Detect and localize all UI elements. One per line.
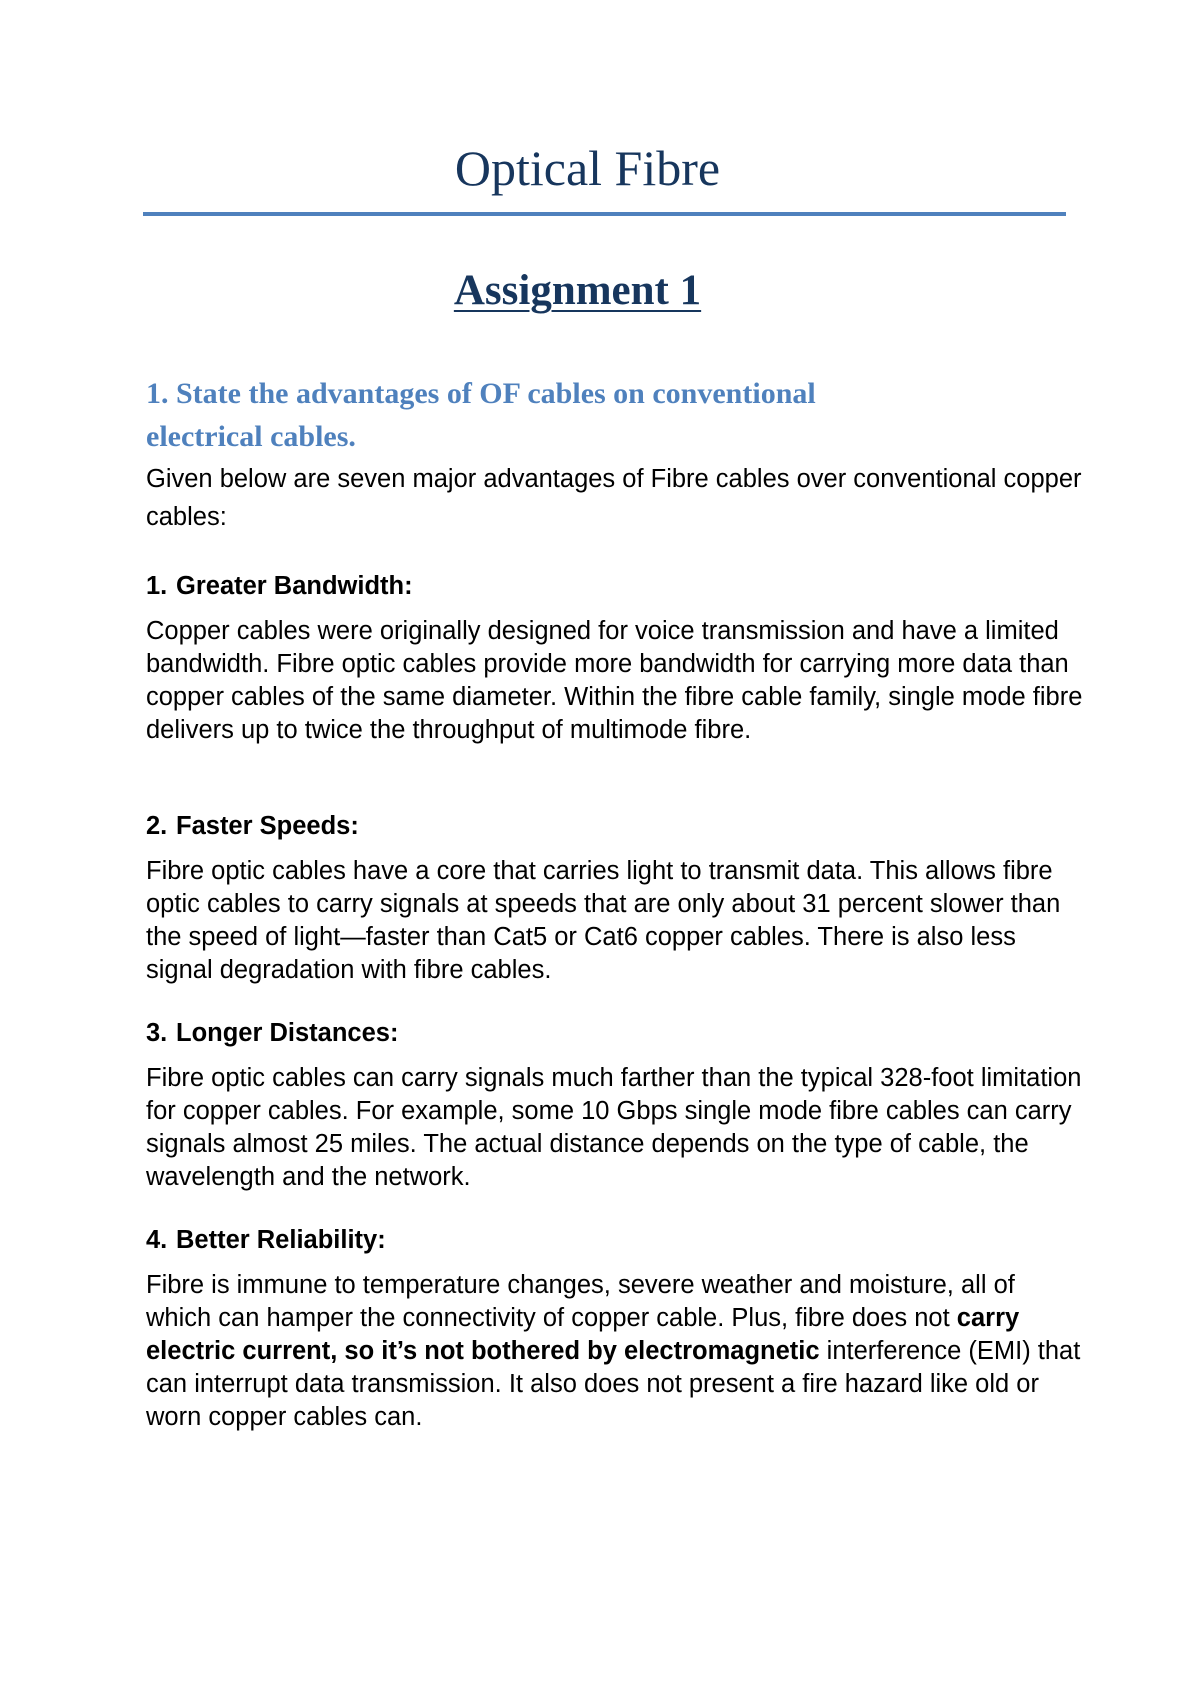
item-heading-better-reliability bbox=[146, 1224, 1086, 1256]
item-heading-text: Faster Speeds: bbox=[176, 812, 359, 840]
item-heading-faster-speeds bbox=[146, 810, 1086, 842]
intro-paragraph: Given below are seven major advantages of Fibre cables over conventional copper cables: bbox=[146, 465, 1082, 531]
question-heading: 1. State the advantages of OF cables on conventional electrical cables. bbox=[146, 377, 816, 453]
document-title: Optical Fibre bbox=[454, 140, 721, 196]
item-number: 1. bbox=[146, 572, 168, 600]
item-heading-text: Longer Distances: bbox=[176, 1019, 399, 1047]
item-body-faster-speeds: Fibre optic cables have a core that carries light to transmit data. This allows fibre optic cables to carry signals at speeds that are only about 31 percent slower than the speed of light—faster than Cat5 or Cat6 copper cables. There is also less signal degradation with fibre cables. bbox=[146, 857, 1061, 984]
item-body-text: interference (EMI) that can interrupt data transmission. It also does not present a fire hazard like old or worn copper cables can. bbox=[146, 1337, 1081, 1431]
item-number: 2. bbox=[146, 812, 168, 840]
assignment-heading-text: Assignment 1 bbox=[453, 267, 702, 314]
item-body-better-reliability bbox=[146, 1269, 1086, 1434]
item-number: 3. bbox=[146, 1019, 168, 1047]
item-body-greater-bandwidth: Copper cables were originally designed for voice transmission and have a limited bandwidth. Fibre optic cables provide more bandwidth for carrying more data than copper cables of the same diameter. Within the fibre cable family, single mode fibre delivers up to twice the throughput of multimode fibre. bbox=[146, 617, 1083, 744]
item-body-emphasis: carry electric current, so it’s not bothered by electromagnetic bbox=[146, 1304, 1020, 1365]
item-body-text: Fibre is immune to temperature changes, severe weather and moisture, all of which can hamper the connectivity of copper cable. Plus, fibre does not bbox=[146, 1271, 1015, 1332]
assignment-heading bbox=[0, 265, 1155, 317]
item-number: 4. bbox=[146, 1226, 168, 1254]
item-heading-greater-bandwidth bbox=[146, 570, 1086, 602]
item-body-longer-distances: Fibre optic cables can carry signals much farther than the typical 328-foot limitation for copper cables. For example, some 10 Gbps single mode fibre cables can carry signals almost 25 miles. The actual distance depends on the type of cable, the wavelength and the network. bbox=[146, 1064, 1082, 1191]
item-heading-text: Better Reliability: bbox=[176, 1226, 386, 1254]
item-heading-text: Greater Bandwidth: bbox=[176, 572, 413, 600]
item-heading-longer-distances bbox=[146, 1017, 1086, 1049]
title-divider bbox=[143, 212, 1066, 216]
